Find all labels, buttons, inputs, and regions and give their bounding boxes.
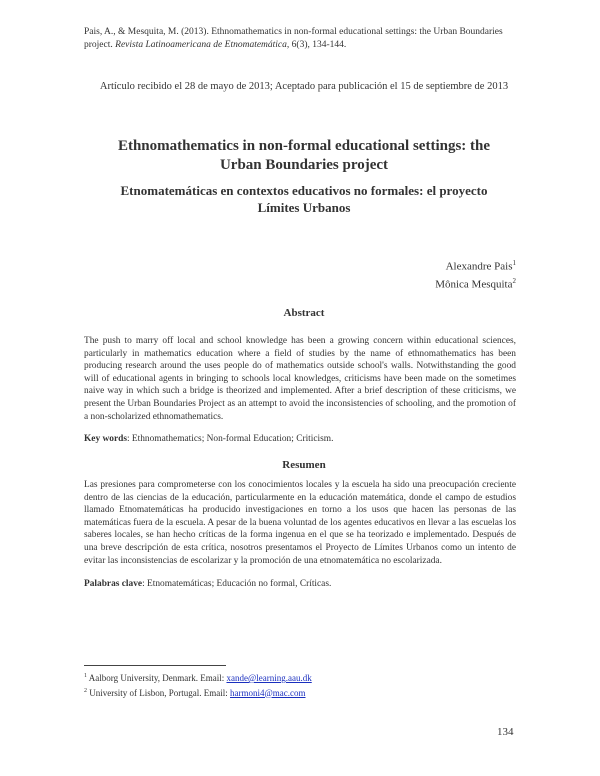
footnote-text: Aalborg University, Denmark. Email: <box>87 673 227 683</box>
footnote-text: University of Lisbon, Portugal. Email: <box>87 687 230 698</box>
subtitle-line-1: Etnomatemáticas en contextos educativos no formales: el proyecto <box>120 183 488 198</box>
journal-name: Revista Latinoamericana de Etnomatemática <box>115 40 287 50</box>
footnotes <box>84 670 312 699</box>
resumen-heading: Resumen <box>282 459 326 471</box>
title-line-2: Urban Boundaries project <box>219 157 389 173</box>
title-line-1: Ethnomathematics in non-formal educational settings: the <box>117 138 491 154</box>
footnote-mark: 1 <box>84 673 87 679</box>
subtitle-line-2: Límites Urbanos <box>257 200 351 215</box>
footnote-mark: 2 <box>84 687 87 694</box>
page-number: 134 <box>497 726 514 738</box>
footnote <box>84 685 312 700</box>
keywords-label: Key words <box>84 434 127 444</box>
email-link[interactable]: harmoni4@mac.com <box>230 687 306 698</box>
author-list <box>435 256 516 291</box>
resumen-text: Las presiones para comprometerse con los conocimientos locales y la escuela ha sido una preocupación creciente dentro de las ciencias de la educación, particularmente en la educación matemática, donde el campo de estudios llamado Etnomatemáticas ha producido investigaciones en torno a los usos que hacen las personas de las matemáticas fuera de la escuela. A pesar de la buena voluntad de los agentes educativos en llevar a las escuelas los saberes locales, se han hecho críticas de la forma ingenua en el que se ha teorizado e implementado. Después de una breve descripción de esta crítica, nosotros presentamos el Proyecto de Límites Urbanos como un intento de evitar las inconsistencias de escolarizar y la promoción de una etnomatemática no escolarizada. <box>84 480 516 566</box>
abstract-text: The push to marry off local and school knowledge has been a growing concern within educational sciences, particularly in mathematics education where a field of studies by the name of ethnomathematics has been producing research around the uses people do of mathematics outside school's walls. Notwithstanding the good will of educational agents in bringing to schools local knowledges, criticisms have been made on the sometimes naive way in which such a bridge is theorized and implemented. After a brief description of these criticisms, we present the Urban Boundaries Project as an attempt to avoid the inconsistencies of schooling, and the promotion of a non-scholarized ethnomathematics. <box>84 336 516 422</box>
abstract-heading: Abstract <box>283 307 325 319</box>
author <box>435 274 516 292</box>
citation-suffix: , 6(3), 134-144. <box>286 40 347 50</box>
keywords-line <box>84 434 524 444</box>
palabras-clave-line <box>84 579 524 589</box>
footnote-divider <box>84 665 226 666</box>
palabras-clave-text: : Etnomatemáticas; Educación no formal, Críticas. <box>142 579 332 589</box>
paper-subtitle <box>84 182 524 216</box>
author-mark: 1 <box>512 259 516 267</box>
citation-header <box>84 26 524 52</box>
citation-prefix: Pais, A., & Mesquita, M. (2013). Ethnomathematics in non-formal educational settings: the Urban Boundaries project. <box>84 27 503 50</box>
paper-title <box>84 137 524 175</box>
received-date: Artículo recibido el 28 de mayo de 2013; Aceptado para publicación el 15 de septiembre de 2013 <box>99 81 509 92</box>
footnote <box>84 670 312 685</box>
author <box>435 256 516 274</box>
author-name: Alexandre Pais <box>445 260 513 273</box>
author-name: Mônica Mesquita <box>435 278 513 291</box>
author-mark: 2 <box>512 276 516 285</box>
keywords-text: : Ethnomathematics; Non-formal Education; Criticism. <box>126 434 334 444</box>
email-link[interactable]: xande@learning.aau.dk <box>226 673 312 683</box>
palabras-clave-label: Palabras clave <box>84 579 143 589</box>
